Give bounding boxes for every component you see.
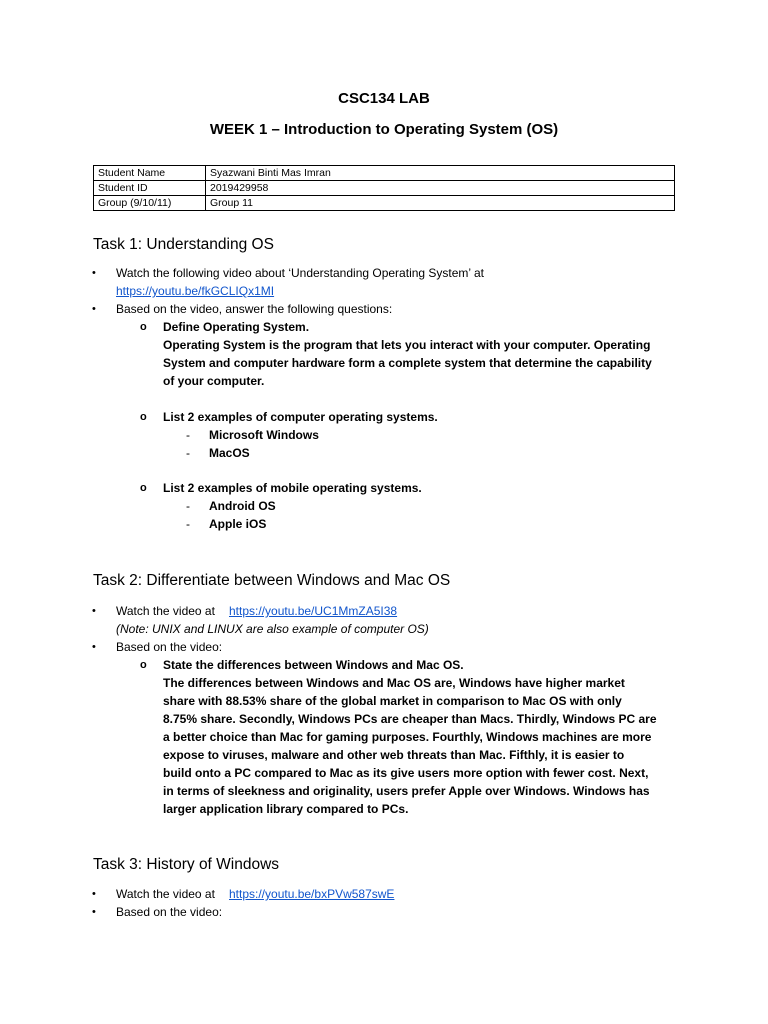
table-row bbox=[94, 181, 675, 196]
task1-video-link[interactable]: https://youtu.be/fkGCLIQx1MI bbox=[116, 284, 275, 298]
task2-a1-line: a better choice than Mac for gaming purposes. Fourthly, Windows machines are more bbox=[163, 730, 652, 744]
sub-bullet-icon: o bbox=[140, 482, 147, 494]
document-title: CSC134 LAB bbox=[338, 90, 430, 107]
task1-bullet2-text: Based on the video, answer the following questions: bbox=[116, 302, 393, 316]
task2-a1-line: The differences between Windows and Mac OS are, Windows have higher market bbox=[163, 676, 625, 690]
task2-a1-line: 8.75% share. Secondly, Windows PCs are cheaper than Macs. Thirdly, Windows PC are bbox=[163, 712, 657, 726]
bullet-icon: • bbox=[92, 888, 96, 900]
task2-q1: State the differences between Windows and Mac OS. bbox=[163, 658, 464, 672]
task1-a1-line: of your computer. bbox=[163, 374, 265, 388]
table-cell-value: Group 11 bbox=[206, 196, 675, 211]
task1-q1: Define Operating System. bbox=[163, 320, 310, 334]
task3-bullet2-text: Based on the video: bbox=[116, 905, 223, 919]
dash-icon: - bbox=[186, 446, 190, 460]
table-row bbox=[94, 196, 675, 211]
sub-bullet-icon: o bbox=[140, 659, 147, 671]
list-item: Android OS bbox=[209, 499, 276, 513]
student-info-table bbox=[93, 165, 675, 211]
list-item: MacOS bbox=[209, 446, 250, 460]
table-cell-label: Student ID bbox=[94, 181, 206, 196]
table-cell-value: Syazwani Binti Mas Imran bbox=[206, 166, 675, 181]
dash-icon: - bbox=[186, 428, 190, 442]
dash-icon: - bbox=[186, 517, 190, 531]
bullet-icon: • bbox=[92, 605, 96, 617]
task2-bullet2-text: Based on the video: bbox=[116, 640, 223, 654]
dash-icon: - bbox=[186, 499, 190, 513]
sub-bullet-icon: o bbox=[140, 411, 147, 423]
bullet-icon: • bbox=[92, 641, 96, 653]
task2-a1-line: expose to viruses, malware and other web threats than Mac. Fifthly, it is easier to bbox=[163, 748, 625, 762]
sub-bullet-icon: o bbox=[140, 321, 147, 333]
task2-a1-line: in terms of sleekness and originality, users prefer Apple over Windows. Windows has bbox=[163, 784, 650, 798]
task1-q2: List 2 examples of computer operating systems. bbox=[163, 410, 438, 424]
bullet-icon: • bbox=[92, 267, 96, 279]
list-item: Microsoft Windows bbox=[209, 428, 319, 442]
task3-video-link[interactable]: https://youtu.be/bxPVw587swE bbox=[229, 887, 395, 901]
task2-a1-line: larger application library compared to PCs. bbox=[163, 802, 409, 816]
task3-heading: Task 3: History of Windows bbox=[93, 856, 280, 873]
bullet-icon: • bbox=[92, 906, 96, 918]
task2-bullet1-text: Watch the video at bbox=[116, 604, 215, 618]
list-item: Apple iOS bbox=[209, 517, 267, 531]
task1-heading: Task 1: Understanding OS bbox=[93, 236, 274, 253]
task1-bullet1-text: Watch the following video about ‘Understanding Operating System’ at bbox=[116, 266, 484, 280]
task2-heading: Task 2: Differentiate between Windows and Mac OS bbox=[93, 572, 451, 589]
task2-video-link[interactable]: https://youtu.be/UC1MmZA5I38 bbox=[229, 604, 398, 618]
task1-q3: List 2 examples of mobile operating systems. bbox=[163, 481, 422, 495]
task1-a1-line: Operating System is the program that lets you interact with your computer. Operating bbox=[163, 338, 651, 352]
task1-a1-line: System and computer hardware form a complete system that determine the capability bbox=[163, 356, 652, 370]
task2-note: (Note: UNIX and LINUX are also example of computer OS) bbox=[116, 622, 429, 636]
task2-a1-line: build onto a PC compared to Mac as its give users more option with fewer cost. Next, bbox=[163, 766, 649, 780]
document-subtitle: WEEK 1 – Introduction to Operating System (OS) bbox=[209, 121, 559, 138]
table-cell-label: Student Name bbox=[94, 166, 206, 181]
task2-a1-line: share with 88.53% share of the global market in comparison to Mac OS with only bbox=[163, 694, 622, 708]
bullet-icon: • bbox=[92, 303, 96, 315]
table-cell-value: 2019429958 bbox=[206, 181, 675, 196]
table-row bbox=[94, 166, 675, 181]
table-cell-label: Group (9/10/11) bbox=[94, 196, 206, 211]
task3-bullet1-text: Watch the video at bbox=[116, 887, 215, 901]
